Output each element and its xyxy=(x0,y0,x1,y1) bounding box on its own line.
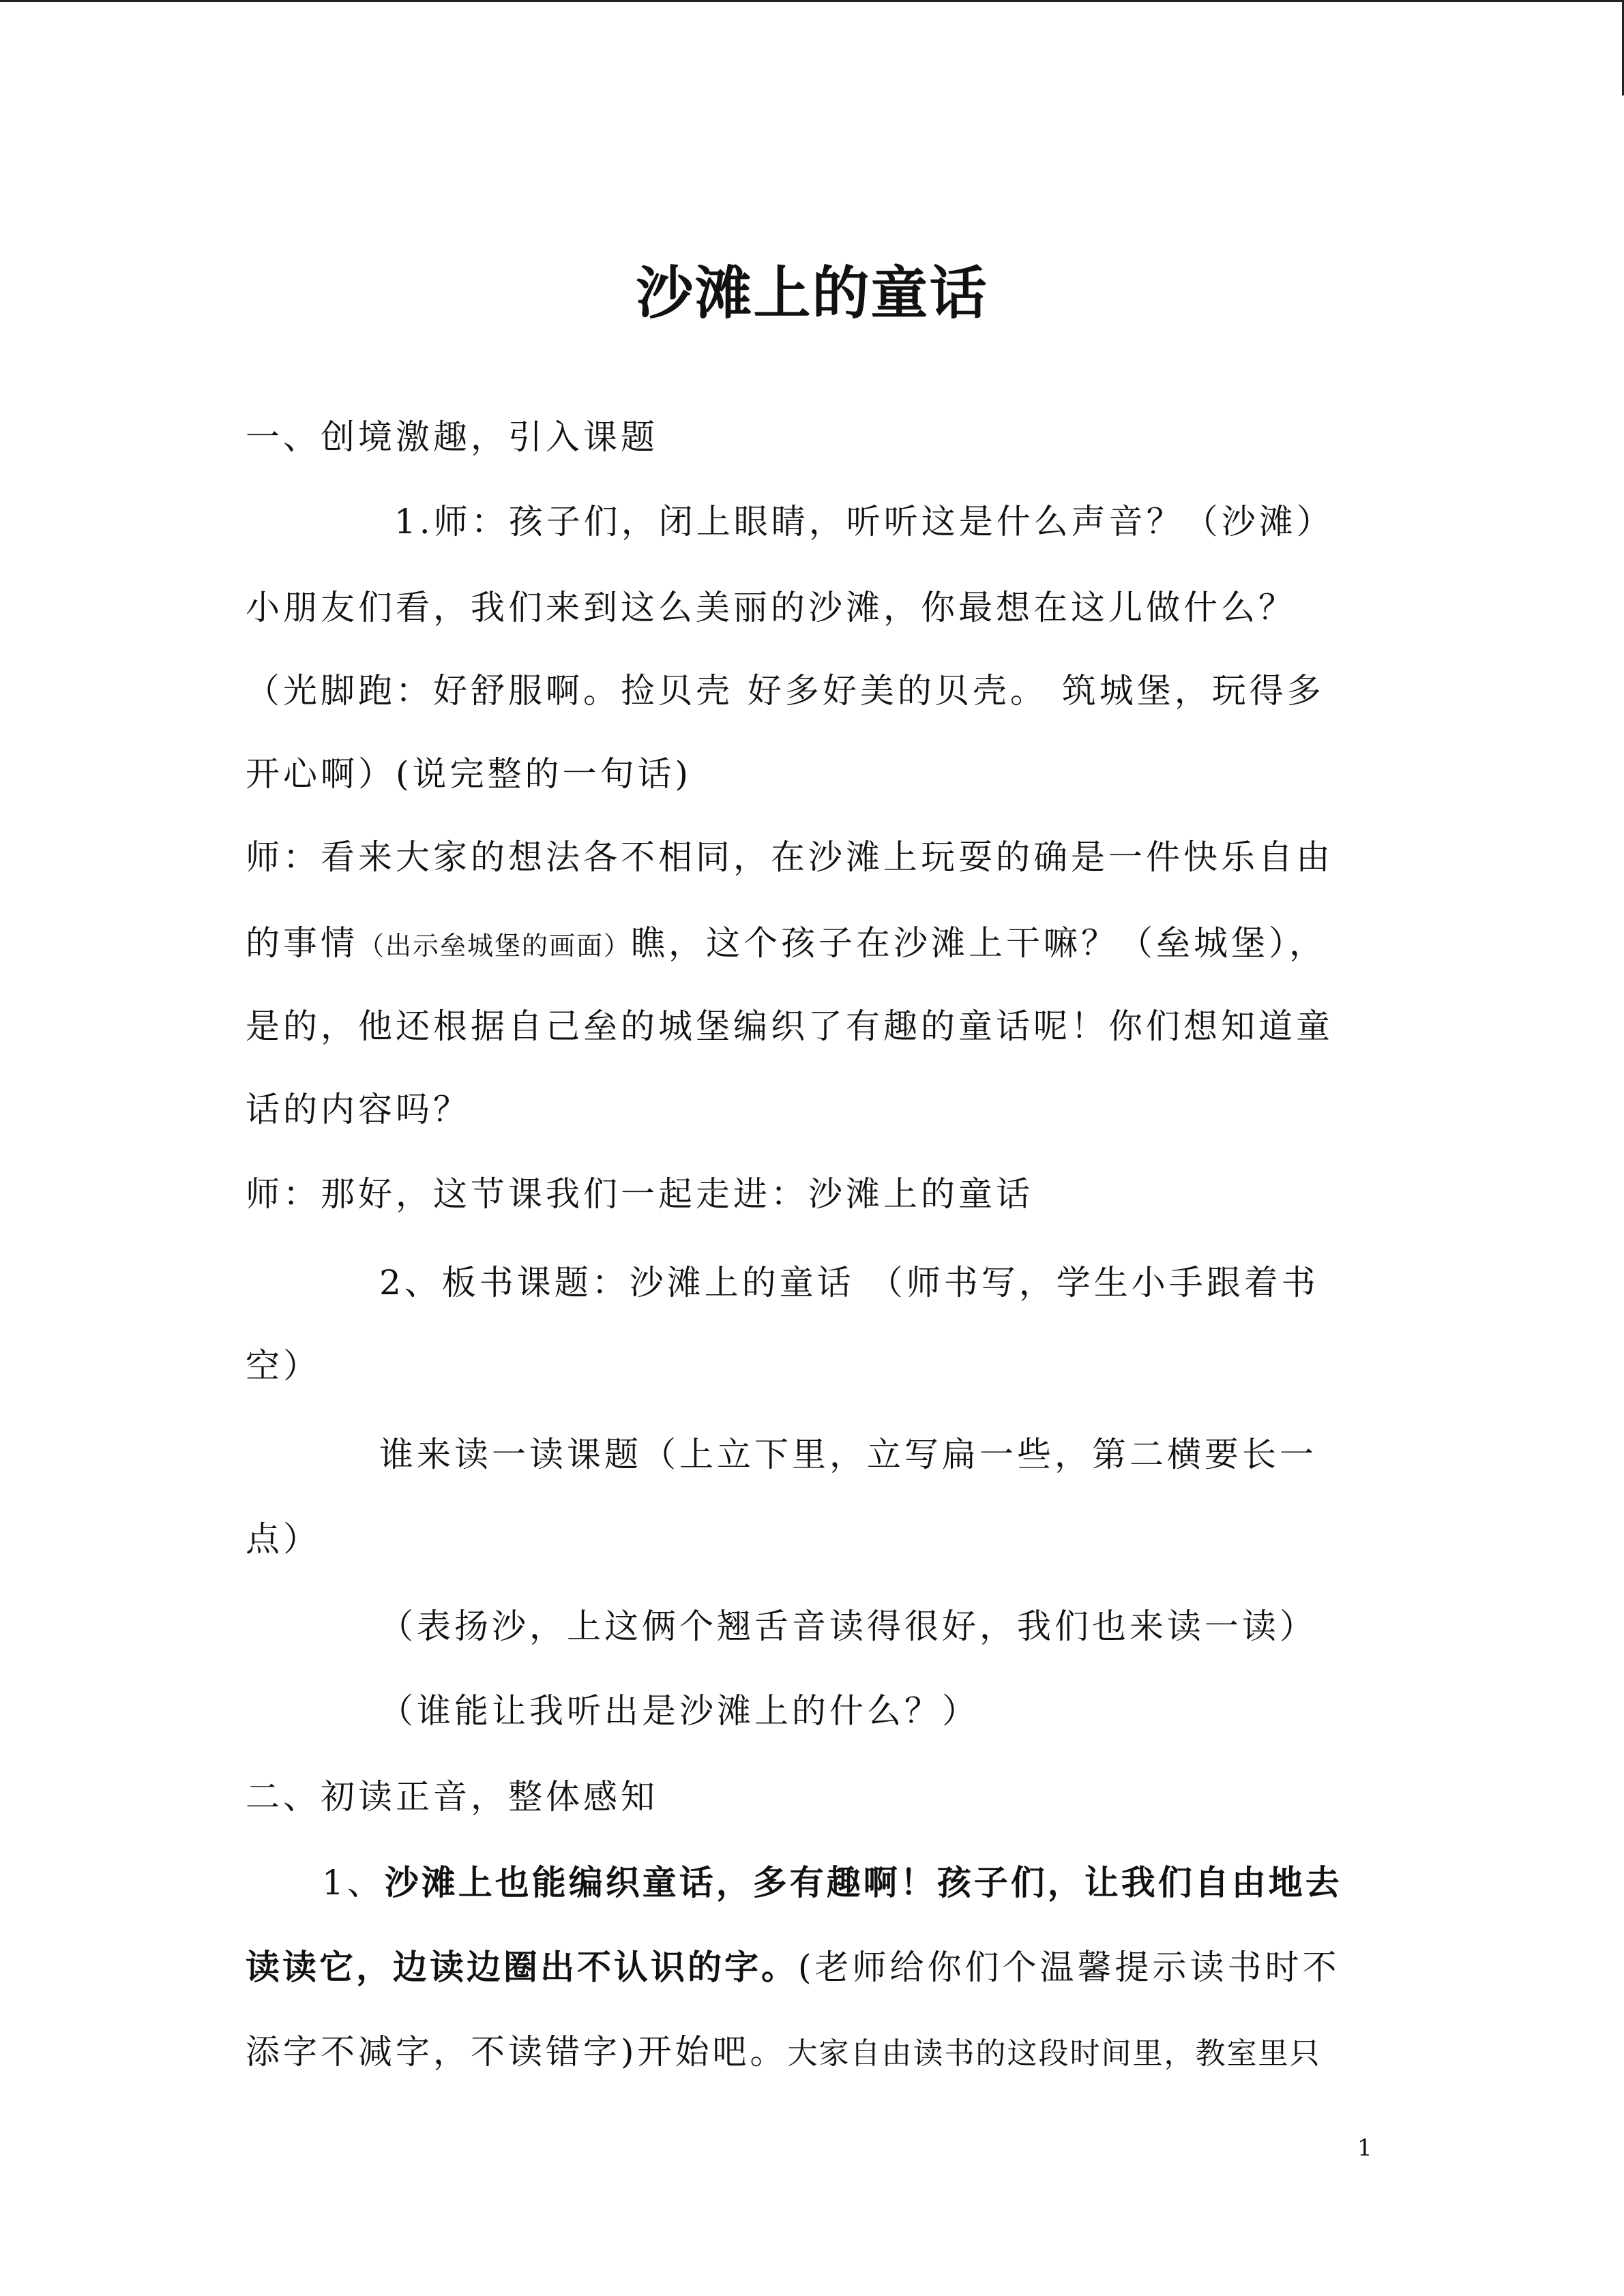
paragraph-line: 是的，他还根据自己垒的城堡编织了有趣的童话呢！你们想知道童 xyxy=(246,1007,1333,1046)
paragraph-line: 谁来读一读课题（上立下里，立写扁一些，第二横要长一 xyxy=(379,1435,1317,1474)
paragraph-line: 1.师：孩子们，闭上眼睛，听听这是什么声音？（沙滩） xyxy=(394,502,1334,541)
document-title: 沙滩上的童话 xyxy=(636,260,988,327)
text-segment: 添字不减字，不读错字)开始吧。 xyxy=(246,2032,788,2072)
paragraph-line: （谁能让我听出是沙滩上的什么？） xyxy=(379,1691,979,1731)
section-heading-1: 一、创境激趣，引入课题 xyxy=(246,417,658,457)
paragraph-line: （表扬沙，上这俩个翘舌音读得很好，我们也来读一读） xyxy=(379,1607,1317,1646)
paragraph-line: 师：看来大家的想法各不相同，在沙滩上玩耍的确是一件快乐自由 xyxy=(246,837,1333,877)
paragraph-line xyxy=(246,919,1378,970)
paragraph-line: 师：那好，这节课我们一起走进：沙滩上的童话 xyxy=(246,1174,1033,1214)
text-segment: 的事情 xyxy=(246,923,358,963)
paragraph-line: 话的内容吗？ xyxy=(246,1090,471,1129)
page-number: 1 xyxy=(1357,2134,1372,2162)
page-border-top xyxy=(0,0,1624,2)
stage-direction-note: （出示垒城堡的画面） xyxy=(358,931,632,961)
paragraph-line: 2、板书课题：沙滩上的童话 （师书写，学生小手跟着书 xyxy=(379,1263,1319,1302)
paragraph-line xyxy=(246,1943,1378,1991)
bold-text: 读读它，边读边圈出不认识的字。 xyxy=(246,1948,798,1987)
paragraph-line xyxy=(246,2028,1378,2078)
text-segment: (老师给你们个温馨提示读书时不 xyxy=(798,1948,1340,1987)
paragraph-line xyxy=(322,1859,1378,1907)
list-number: 1、 xyxy=(322,1863,385,1903)
paragraph-line: （光脚跑：好舒服啊。捡贝壳 好多好美的贝壳。 筑城堡，玩得多 xyxy=(246,671,1325,711)
paragraph-line: 空） xyxy=(246,1346,321,1386)
paragraph-line: 小朋友们看，我们来到这么美丽的沙滩，你最想在这儿做什么？ xyxy=(246,588,1296,627)
text-segment: 瞧，这个孩子在沙滩上干嘛？（垒城堡）， xyxy=(631,923,1327,963)
text-segment: 大家自由读书的这段时间里，教室里只 xyxy=(787,2036,1321,2071)
paragraph-line: 点） xyxy=(246,1519,321,1559)
section-heading-2: 二、初读正音，整体感知 xyxy=(246,1777,658,1817)
bold-text: 沙滩上也能编织童话，多有趣啊！孩子们，让我们自由地去 xyxy=(384,1863,1342,1903)
paragraph-line: 开心啊）(说完整的一句话) xyxy=(246,754,692,794)
